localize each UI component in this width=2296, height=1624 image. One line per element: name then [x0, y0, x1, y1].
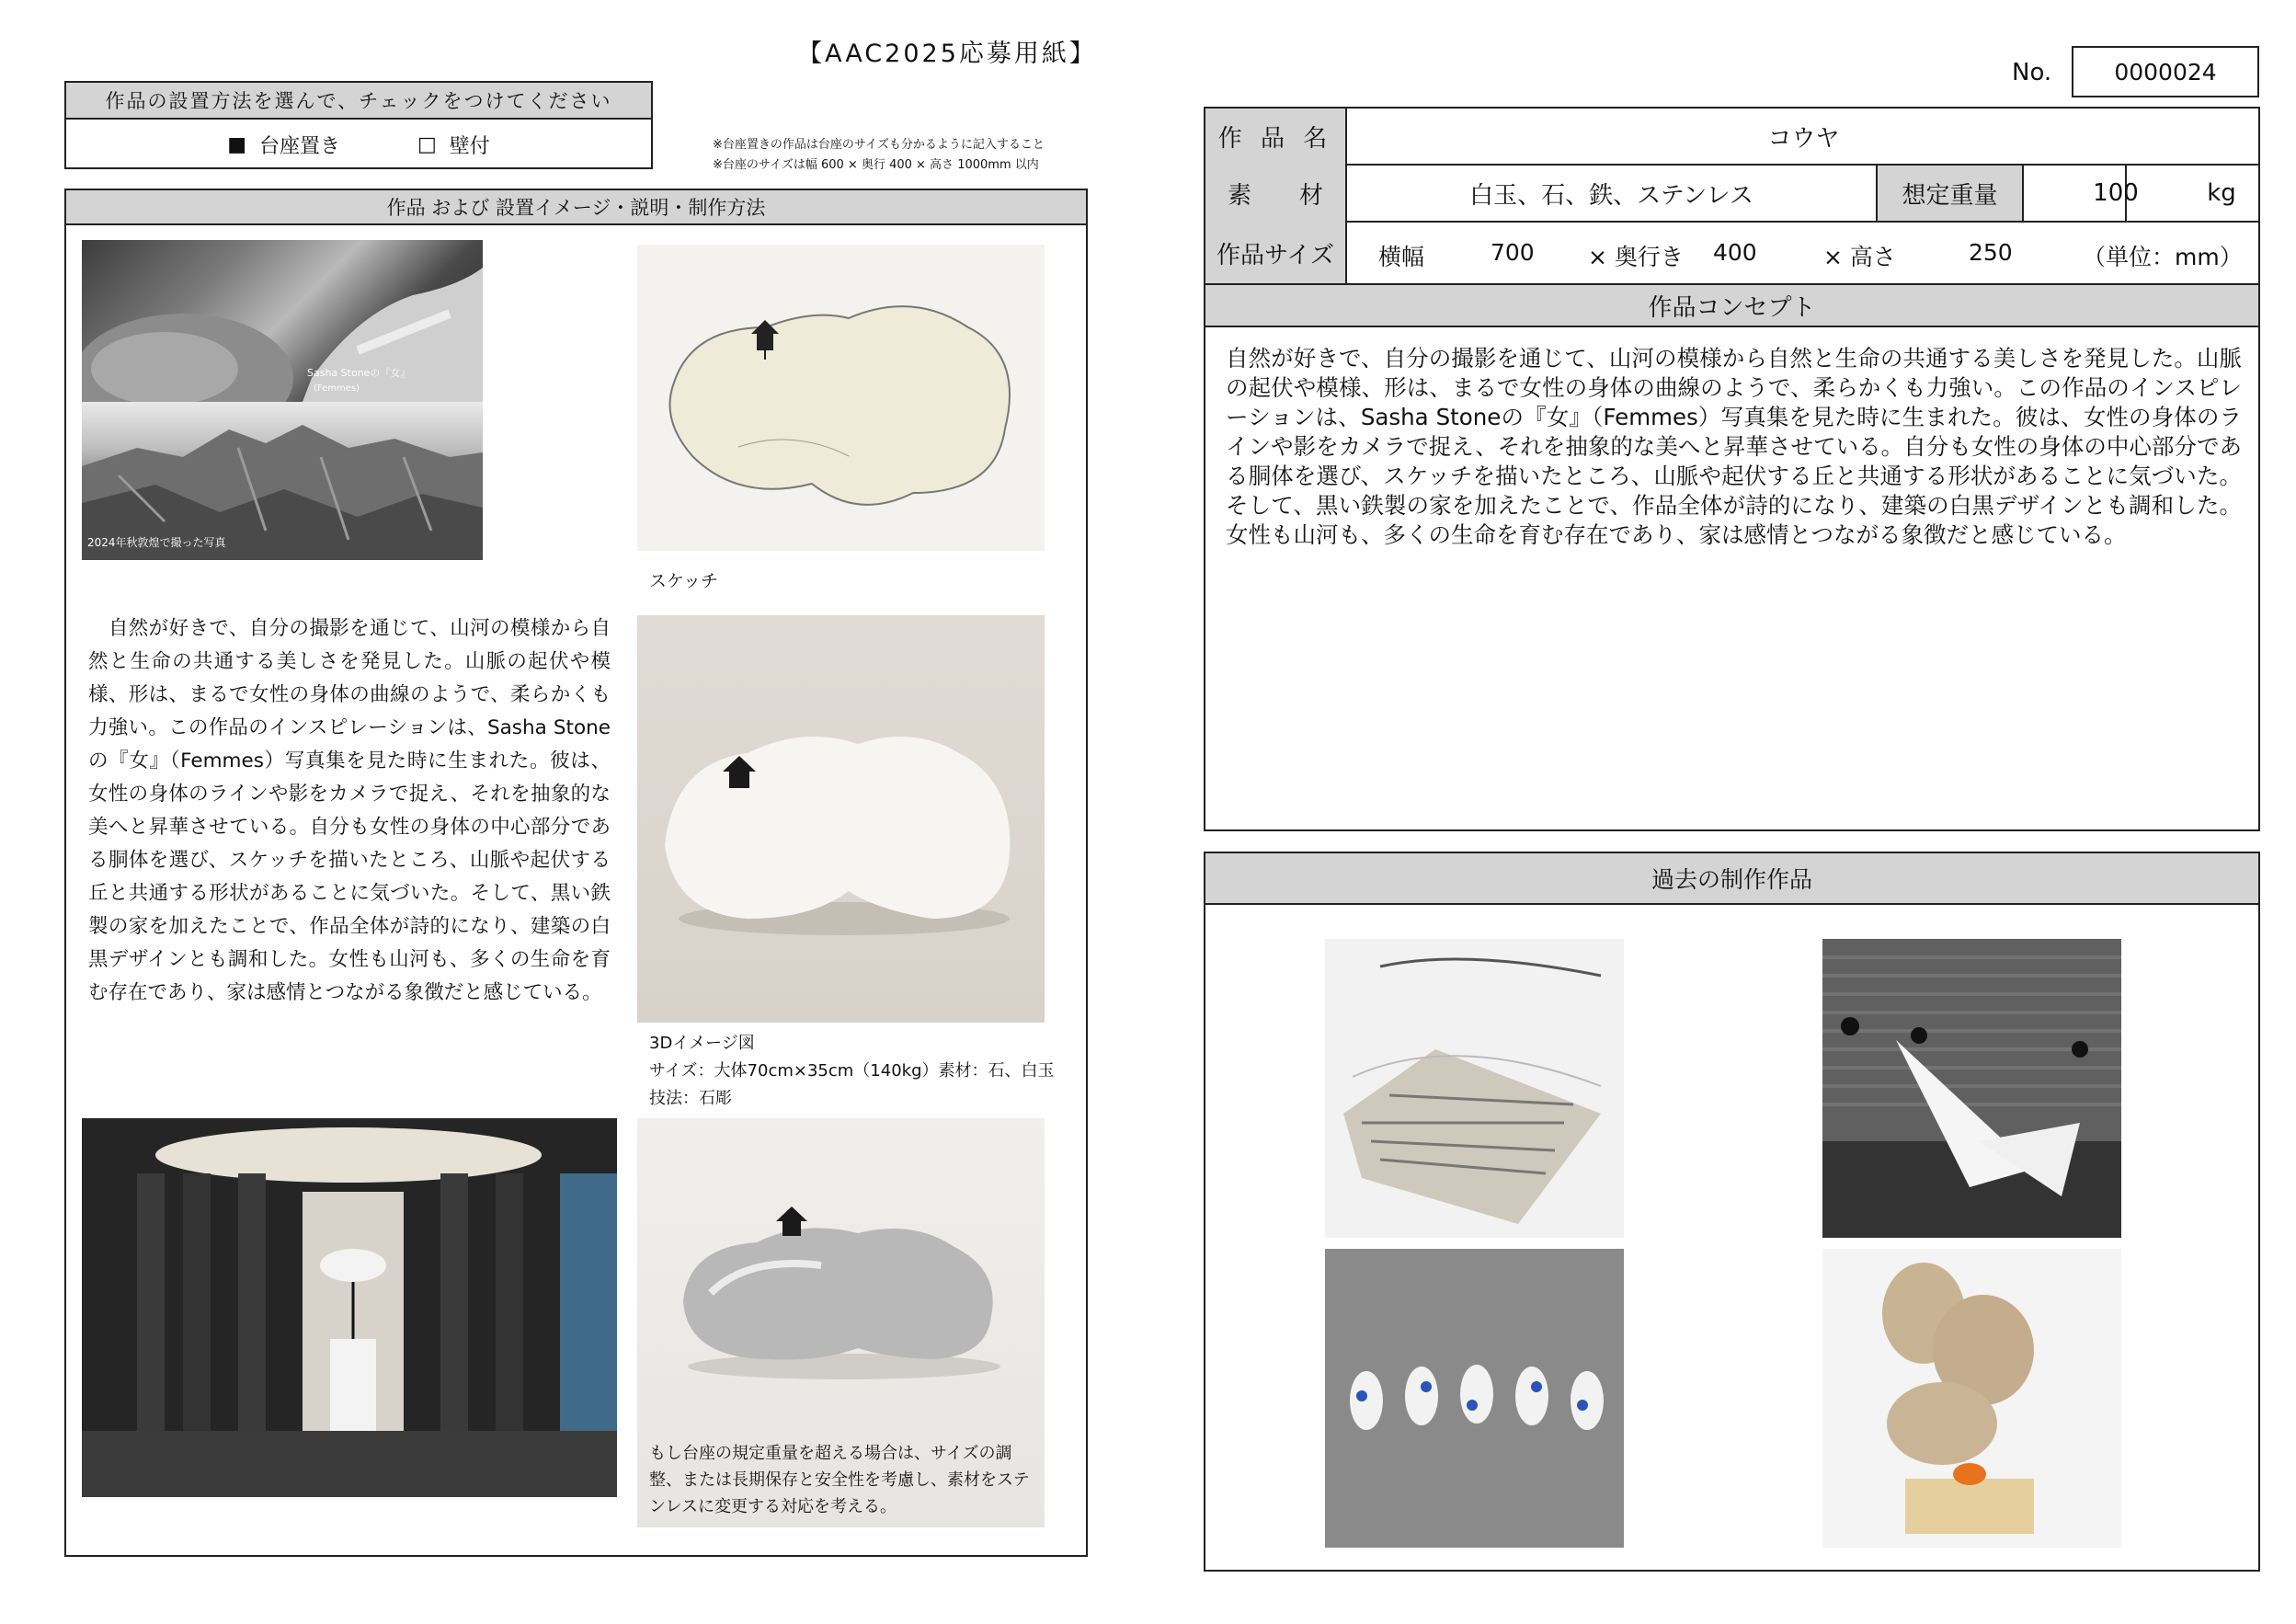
- pedestal-label: 台座置き: [258, 134, 340, 158]
- info-table: [1204, 107, 2260, 831]
- material-label: 素 材: [1227, 181, 1323, 210]
- image-3d-steel: [637, 1118, 1045, 1527]
- past-work-1: [1325, 939, 1624, 1238]
- number-label: No.: [2012, 59, 2052, 86]
- past-works-header: 過去の制作作品: [1205, 853, 2258, 905]
- install-note-1: ※台座置きの作品は台座のサイズも分かるように記入すること: [713, 138, 1045, 152]
- left-panel-header: 作品 および 設置イメージ・説明・制作方法: [66, 190, 1086, 225]
- install-method-header: 作品の設置方法を選んで、チェックをつけてください: [66, 83, 651, 120]
- weight-label: 想定重量: [1902, 181, 1998, 210]
- image-3d-caption-2: サイズ：大体70cm×35cm（140kg）素材：石、白玉: [649, 1061, 1055, 1081]
- material-value: 白玉、石、鉄、ステンレス: [1469, 181, 1753, 210]
- width-value: 700: [1491, 239, 1535, 266]
- weight-unit: kg: [2207, 179, 2236, 207]
- depth-value: 400: [1713, 239, 1757, 266]
- photo-caption-sasha: Sasha Stoneの『女』: [307, 367, 411, 379]
- size-label: 作品サイズ: [1217, 241, 1334, 269]
- steel-caption: もし台座の規定重量を超える場合は、サイズの調整、または長期保存と安全性を考慮し、素材をステンレスに変更する対応を考える。: [649, 1444, 1030, 1516]
- concept-header: 作品コンセプト: [1648, 293, 1816, 322]
- width-label: 横幅: [1378, 244, 1425, 270]
- wall-checkbox[interactable]: □: [417, 132, 437, 156]
- install-method-box: [64, 81, 653, 169]
- weight-value: 100: [2093, 179, 2139, 207]
- sketch-image: [637, 245, 1045, 551]
- depth-label: × 奥行き: [1588, 244, 1684, 270]
- title-value: コウヤ: [1767, 124, 1840, 153]
- install-note-2: ※台座のサイズは幅 600 × 奥行 400 × 高さ 1000mm 以内: [713, 158, 1039, 172]
- installation-render: [82, 1118, 617, 1497]
- height-value: 250: [1969, 239, 2013, 266]
- wall-label: 壁付: [449, 134, 490, 158]
- past-work-4: [1822, 1249, 2121, 1548]
- reference-photo-torso: [82, 240, 483, 402]
- image-3d-caption-1: 3Dイメージ図: [649, 1034, 755, 1053]
- page-title: 【AAC2025応募用紙】: [797, 40, 1097, 68]
- left-description: 自然が好きで、自分の撮影を通じて、山河の模様から自然と生命の共通する美しさを発見した。山脈の起伏や模様、形は、まるで女性の身体の曲線のようで、柔らかくも力強い。この作品のインスピレーションは、Sasha Stoneの『女』（Femmes）写真集を見た時に生まれた。彼は、女性の身体のラインや影をカメラで捉え、それを抽象的な美へと昇華させている。自分も女性の身体の中心部分である胴体を選び、スケッチを描いたところ、山脈や起伏する丘と共通する形状があることに気づいた。そして、黒い鉄製の家を加えたことで、作品全体が詩的になり、建築の白黒デザインとも調和した。女性も山河も、多くの生命を育む存在であり、家は感情とつながる象徴だと感じている。: [88, 617, 611, 1004]
- reference-photo-mountain: [82, 402, 483, 560]
- past-work-3: [1325, 1249, 1624, 1548]
- photo-caption-dunhuang: 2024年秋敦煌で撮った写真: [87, 536, 226, 549]
- unit-label: （単位：mm）: [2083, 244, 2243, 270]
- title-label: 作 品 名: [1217, 124, 1333, 153]
- sketch-caption: スケッチ: [649, 571, 719, 591]
- past-work-2: [1822, 939, 2121, 1238]
- concept-text: 自然が好きで、自分の撮影を通じて、山河の模様から自然と生命の共通する美しさを発見した。山脈の起伏や模様、形は、まるで女性の身体の曲線のようで、柔らかくも力強い。この作品のインスピレーションは、Sasha Stoneの『女』（Femmes）写真集を見た時に生まれた。彼は、女性の身体のラインや影をカメラで捉え、それを抽象的な美へと昇華させている。自分も女性の身体の中心部分である胴体を選び、スケッチを描いたところ、山脈や起伏する丘と共通する形状があることに気づいた。そして、黒い鉄製の家を加えたことで、作品全体が詩的になり、建築の白黒デザインとも調和した。女性も山河も、多くの生命を育む存在であり、家は感情とつながる象徴だと感じている。: [1226, 345, 2242, 548]
- pedestal-checkbox[interactable]: ■: [227, 132, 246, 156]
- photo-caption-femmes: (Femmes): [314, 383, 360, 394]
- image-3d-caption-3: 技法：石彫: [649, 1089, 732, 1108]
- height-label: × 高さ: [1823, 244, 1896, 270]
- image-3d-white: [637, 615, 1045, 1023]
- number-value: 0000024: [2072, 46, 2259, 97]
